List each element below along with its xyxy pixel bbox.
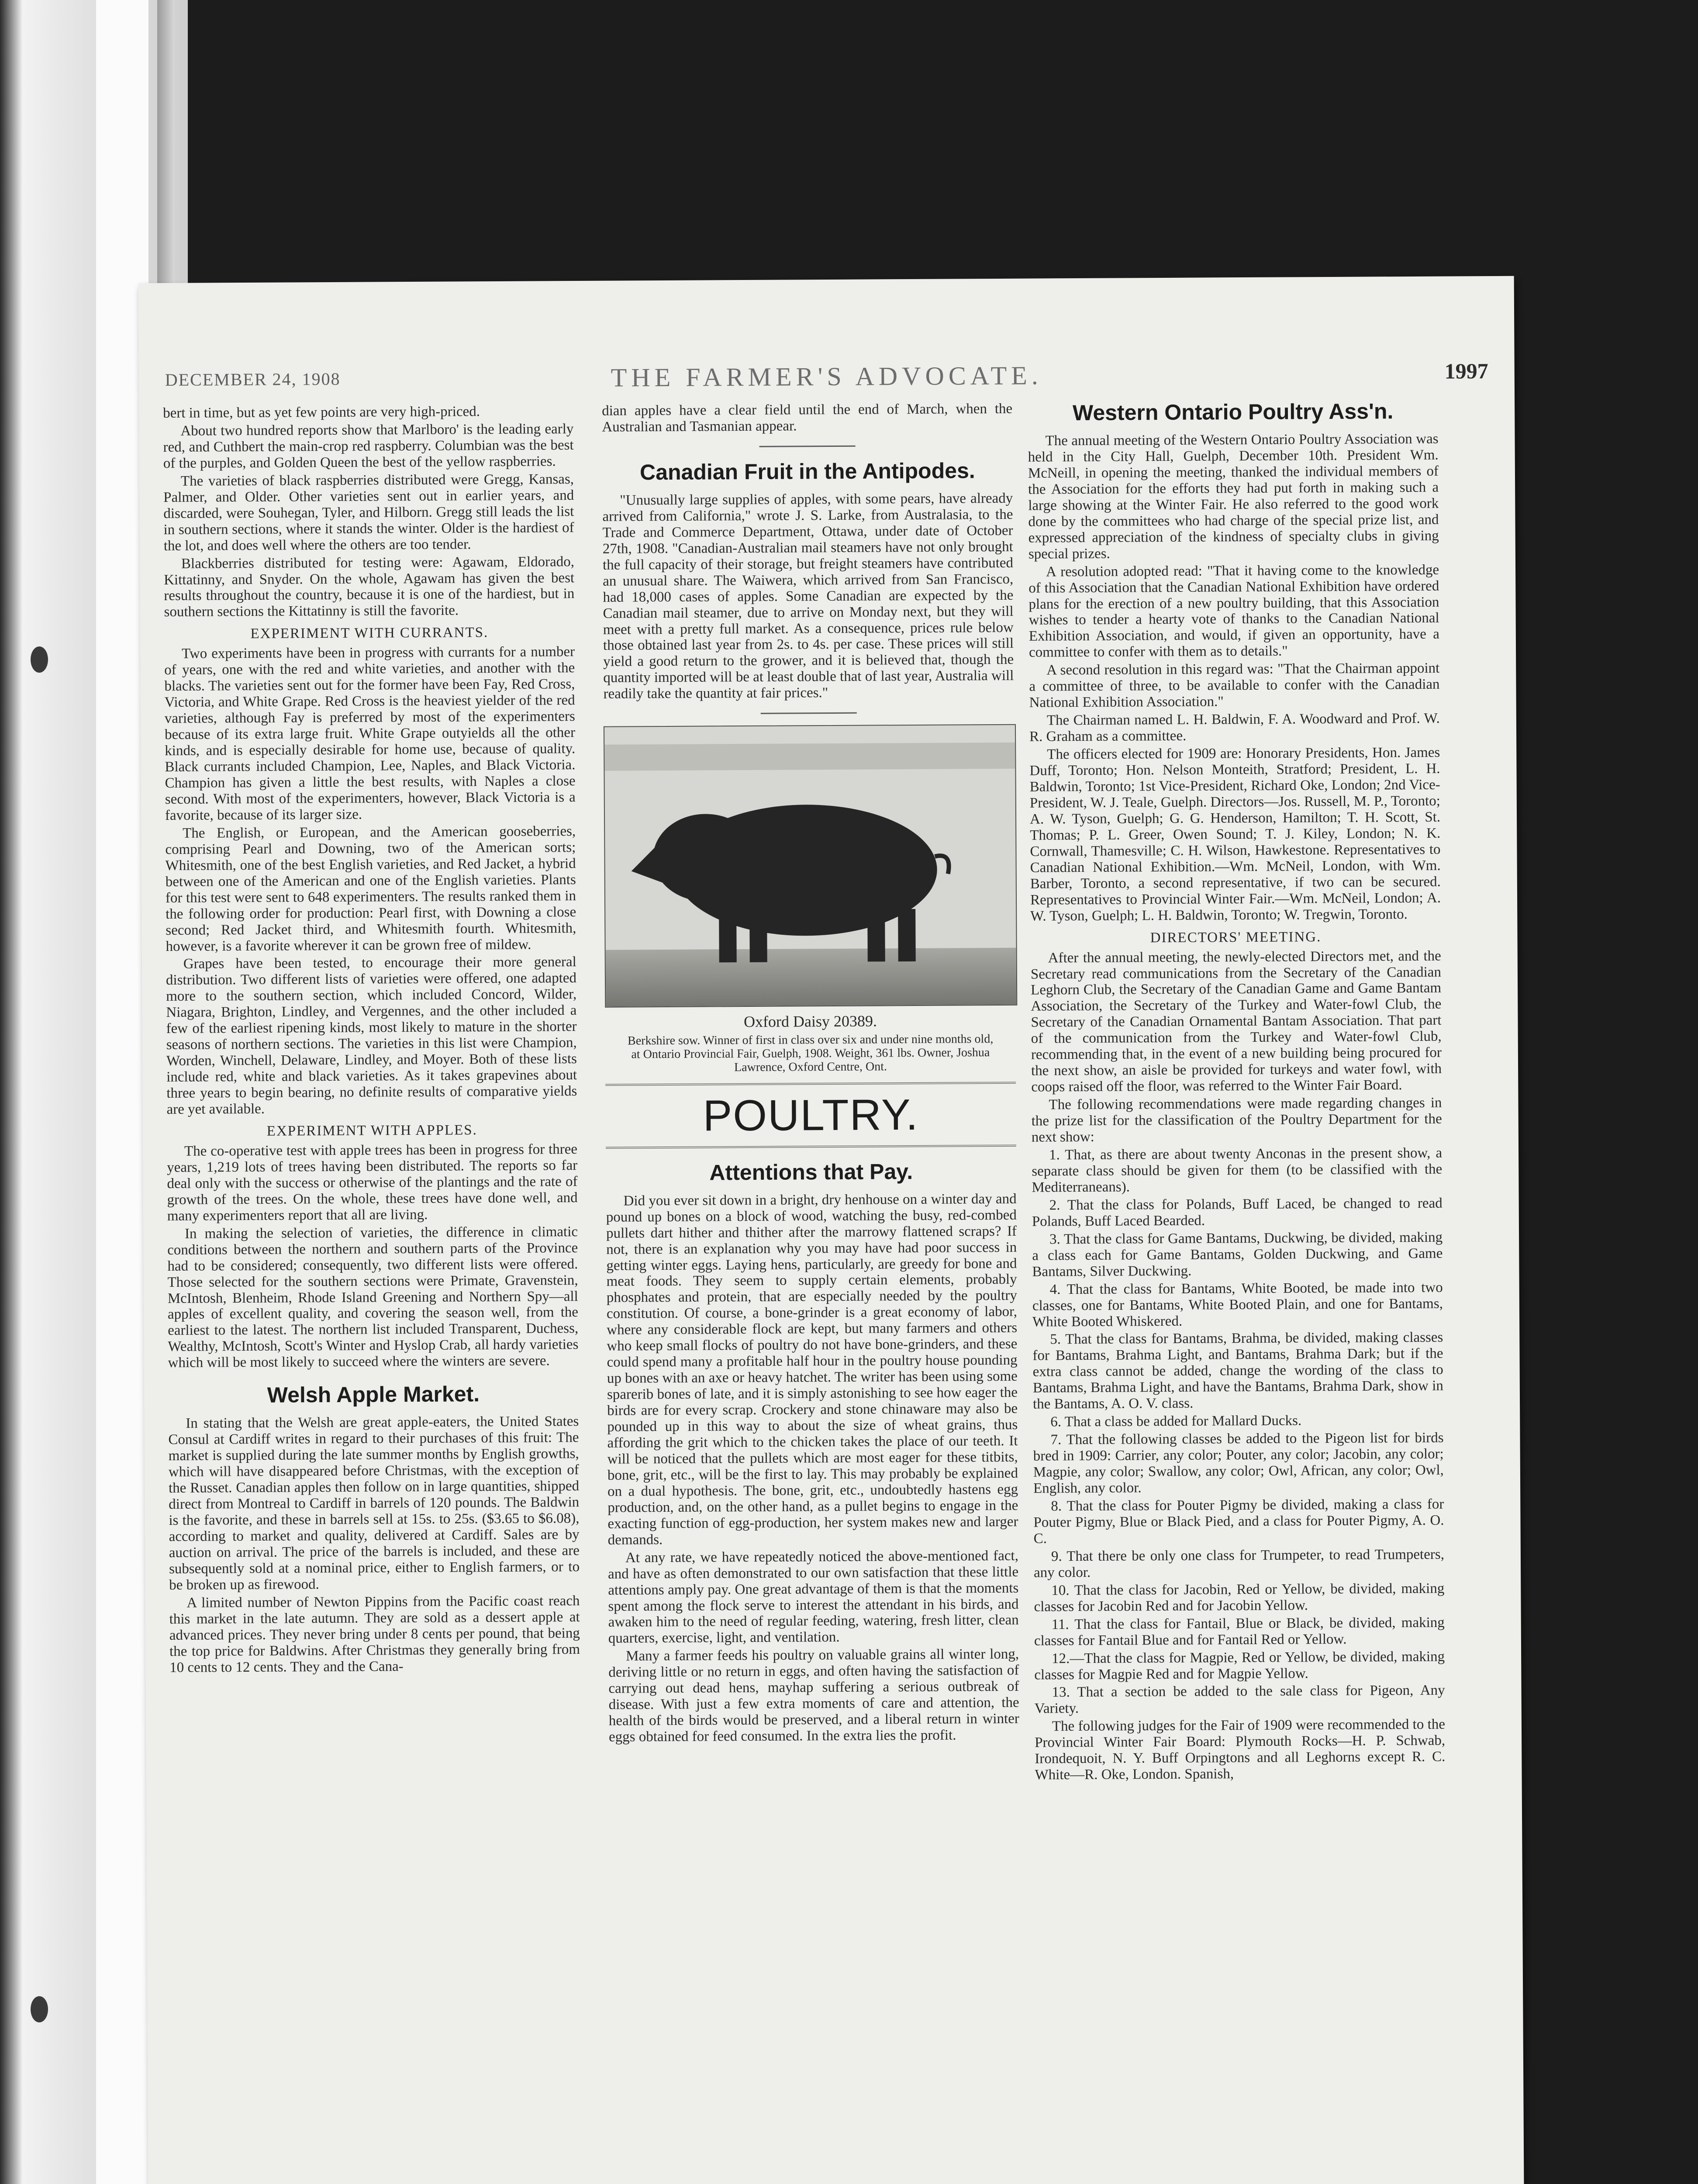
paragraph: A second resolution in this regard was: "That the Chairman appoint a committee of three, to be available to confer with the Canadian National Exhibition Association."	[1029, 660, 1440, 711]
page-number: 1997	[1444, 359, 1488, 384]
binding-hole	[31, 1996, 48, 2022]
article-title-antipodes: Canadian Fruit in the Antipodes.	[639, 458, 975, 485]
list-item: 10. That the class for Jacobin, Red or Yellow, be divided, making classes for Jacobin Red and for Jacobin Yellow.	[1034, 1580, 1445, 1615]
photo-caption: Berkshire sow. Winner of first in class over six and under nine months old, at Ontario Provincial Fair, Guelph, 1908. Weight, 361 lbs. Owner, Joshua Lawrence, Oxford Centre, Ont.	[628, 1032, 994, 1075]
divider	[759, 446, 856, 447]
list-item: 9. That there be only one class for Trumpeter, to read Trumpeters, any color.	[1034, 1546, 1444, 1581]
paragraph: Grapes have been tested, to encourage their more general distribution. Two different lists of varieties were offered, one adapted more to the southern section, which included Concord, Wilder, Niagara, Brighton, Lindley, and Vergennes, and the other included a few of the earliest ripening kinds, most likely to mature in the shorter seasons of northern sections. The varieties in this list were Champion, Worden, Winchell, Delaware, Lindley, and Moyer. Both of these lists include red, white and black varieties. As it takes grapevines about three years to begin bearing, no definite results of comparative yields are yet available.	[166, 954, 577, 1117]
paragraph: bert in time, but as yet few points are very high-priced.	[163, 404, 480, 421]
paragraph: dian apples have a clear field until the end of March, when the Australian and Tasmanian appear.	[602, 401, 1013, 435]
paragraph: The following judges for the Fair of 1909 were recommended to the Provincial Winter Fair Board: Plymouth Rocks—H. P. Schwab, Irondequoit, N. Y. Buff Orpingtons and all Leghorns except R. C. White—R. Oke, London. Spanish,	[1035, 1717, 1446, 1783]
paragraph: The annual meeting of the Western Ontario Poultry Association was held in the City Hall, Guelph, December 10th. President Wm. McNeill, in opening the meeting, thanked the individual members of the Association for the efforts they had put forth in making such a large showing at the Winter Fair. He also referred to the good work done by the committees who had charge of the special prize list, and expressed appreciation of the kindness of specialty clubs in giving special prizes.	[1028, 431, 1439, 562]
list-item: 13. That a section be added to the sale class for Pigeon, Any Variety.	[1034, 1683, 1445, 1717]
list-item: 3. That the class for Game Bantams, Duckwing, be divided, making a class each for Game Bantams, Golden Duckwing, and Game Bantams, Silver Duckwing.	[1032, 1229, 1443, 1280]
list-item: 1. That, as there are about twenty Anconas in the present show, a separate class should be given for them (to be classified with the Mediterraneans).	[1032, 1145, 1443, 1196]
subheading-directors: DIRECTORS' MEETING.	[1150, 929, 1322, 946]
pig-silhouette	[604, 725, 1016, 1007]
newspaper-page	[138, 276, 1526, 2184]
paragraph: The following recommendations were made regarding changes in the prize list for the classification of the Poultry Department for the next show:	[1031, 1095, 1442, 1145]
section-heading-poultry: POULTRY.	[605, 1082, 1016, 1148]
paragraph: In making the selection of varieties, the difference in climatic conditions between the northern and southern parts of the Province had to be considered; consequently, two different lists were offered. Those selected for the southern sections were Primate, Gravenstein, McIntosh, Blenheim, Rhode Island Greening and Northern Spy—all apples of excellent quality, and covering the season well, from the earliest to the latest. The northern list included Transparent, Duchess, Wealthy, McIntosh, Scott's Winter and Hyslop Crab, all hardy varieties which will be most likely to succeed where the winters are severe.	[167, 1223, 579, 1371]
paragraph: Two experiments have been in progress with currants for a number of years, one with the red and white varieties, and another with the blacks. The varieties sent out for the former have been Fay, Red Cross, Victoria, and White Grape. Red Cross is the heaviest yielder of the red varieties, although Fay is preferred by most of the experimenters because of its extra large fruit. White Grape outyields all the other kinds, and is especially desirable for home use, because of quality. Black currants included Champion, Lee, Naples, and Black Victoria. Champion has given a little the best results, with Naples a close second. With most of the experimenters, however, Black Victoria is a favorite, because of its larger size.	[164, 644, 576, 823]
list-item: 4. That the class for Bantams, White Booted, be made into two classes, one for Bantams, White Booted Plain, and one for Bantams, White Booted Whiskered.	[1032, 1279, 1443, 1330]
article-title-western-ontario: Western Ontario Poultry Ass'n.	[1072, 399, 1394, 425]
paragraph: After the annual meeting, the newly-elected Directors met, and the Secretary read communications from the Secretary of the Canadian Leghorn Club, the Secretary of the Canadian Game and Game Bantam Association, the Secretary of the Turkey and Water-fowl Club, the Secretary of the Canadian Ornamental Bantam Association. That part of the communication from the Turkey and Water-fowl Club, recommending that, in the event of a new building being procured for the next show, an aisle be provided for turkeys and water fowl, with coops raised off the floor, was referred to the Winter Fair Board.	[1030, 948, 1442, 1095]
paragraph: The English, or European, and the American gooseberries, comprising Pearl and Downing, two of the American sorts; Whitesmith, one of the best English varieties, and Red Jacket, a hybrid between one of the American and one of the English varieties. Plants for this test were sent to 648 experimenters. The results ranked them in the following order for production: Pearl first, with Downing a close second; Red Jacket third, and Whitesmith fourth. Whitesmith, however, is a favorite wherever it can be grown free of mildew.	[165, 823, 576, 954]
page-header	[165, 350, 1488, 392]
paragraph: A limited number of Newton Pippins from the Pacific coast reach this market in the late autumn. They are sold as a dessert apple at advanced prices. They never bring under 8 cents per pound, that being the top price for Baldwins. After Christmas they generally bring from 10 cents to 12 cents. They and the Cana-	[169, 1593, 580, 1676]
photo-title: Oxford Daisy 20389.	[743, 1012, 877, 1031]
paragraph: A resolution adopted read: "That it having come to the knowledge of this Association that the Canadian National Exhibition have ordered plans for the erection of a new poultry building, that this Association wishes to tender a hearty vote of thanks to the Canadian National Exhibition Association, and would, if given an opportunity, have a committee to confer with them as to details."	[1028, 562, 1439, 661]
paragraph: At any rate, we have repeatedly noticed the above-mentioned fact, and have as often demonstrated to our own satisfaction that these little attentions amply pay. One great advantage of them is that the moments spent among the flock serve to interest the attendant in his birds, and awaken him to the need of regular feeding, watering, fresh litter, clean quarters, exercise, light, and ventilation.	[608, 1548, 1019, 1647]
paragraph: The Chairman named L. H. Baldwin, F. A. Woodward and Prof. W. R. Graham as a committee.	[1029, 710, 1440, 745]
binding-hole	[31, 646, 48, 673]
paragraph: Many a farmer feeds his poultry on valuable grains all winter long, deriving little or no return in eggs, and often having the satisfaction of carrying out dead hens, mayhap suffering a serious outbreak of disease. With just a few extra moments of care and attention, the health of the birds would be preserved, and a liberal return in winter eggs obtained for feed consumed. In the extra lies the profit.	[608, 1646, 1019, 1745]
paragraph: In stating that the Welsh are great apple-eaters, the United States Consul at Cardiff writes in regard to their purchases of this fruit: The market is supplied during the late summer months by English growths, which will have disappeared before Christmas, with the exception of the Russet. Canadian apples then follow on in large quantities, shipped direct from Montreal to Cardiff in barrels of 120 pounds. The Baldwin is the favorite, and these in barrels sell at 15s. to 25s. ($3.65 to $6.08), according to market and quality, delivered at Cardiff. Sales are by auction on arrival. The price of the barrels is included, and these are subsequently sold at a nominal price, either to English farmers, or to be broken up as firewood.	[168, 1413, 580, 1593]
paragraph: The varieties of black raspberries distributed were Gregg, Kansas, Palmer, and Older. Other varieties sent out in earlier years, and discarded, were Souhegan, Tyler, and Hilborn. Gregg still leads the list in southern sections, where it stands the winter. Older is the hardiest of the lot, and does well where the others are too tender.	[163, 471, 574, 554]
paragraph: "Unusually large supplies of apples, with some pears, have already arrived from California," wrote J. S. Larke, from Australasia, to the Trade and Commerce Department, Ottawa, under date of October 27th, 1908. "Canadian-Australian mail steamers have not only brought the full capacity of their storage, but freight steamers have contributed an unusual share. The Waiwera, which arrived from San Francisco, had 18,000 cases of apples. Some Canadian are expected by the Canadian mail steamer, due to arrive on Monday next, but they will meet with a pretty full market. As a consequence, prices rule below those obtained last year from 2s. to 4s. per case. These prices will still yield a good return to the grower, and it is believed that, though the quantity imported will be at least double that of last year, Australia will readily take the quantity at fair prices."	[602, 490, 1014, 702]
masthead: THE FARMER'S ADVOCATE.	[611, 361, 1042, 392]
column-right	[1028, 399, 1446, 1785]
article-title-welsh: Welsh Apple Market.	[267, 1382, 480, 1408]
list-item: 11. That the class for Fantail, Blue or Black, be divided, making classes for Fantail Blue and for Fantail Red or Yellow.	[1034, 1614, 1445, 1649]
sow-photo	[604, 724, 1017, 1008]
list-item: 12.—That the class for Magpie, Red or Yellow, be divided, making classes for Magpie Red and for Magpie Yellow.	[1034, 1648, 1445, 1683]
list-item: 7. That the following classes be added to the Pigeon list for birds bred in 1909: Carrier, any color; Pouter, any color; Jacobin, any color; Magpie, any color; Swallow, any color; Owl, African, any color; Owl, English, any color.	[1033, 1430, 1444, 1496]
list-item: 2. That the class for Polands, Buff Laced, be changed to read Polands, Buff Laced Bearded.	[1032, 1195, 1443, 1230]
list-item: 8. That the class for Pouter Pigmy be divided, making a class for Pouter Pigmy, Blue or Black Pied, and a class for Pouter Pigmy, A. O. C.	[1033, 1496, 1444, 1547]
paragraph: The co-operative test with apple trees has been in progress for three years, 1,219 lots of trees having been distributed. The reports so far deal only with the success or otherwise of the plantings and the rate of growth of the trees. On the whole, these trees have done well, and many experimenters report that all are living.	[167, 1141, 578, 1224]
subheading-currants: EXPERIMENT WITH CURRANTS.	[250, 625, 489, 642]
subheading-apples: EXPERIMENT WITH APPLES.	[266, 1122, 477, 1139]
issue-date: DECEMBER 24, 1908	[165, 369, 341, 390]
paragraph: Did you ever sit down in a bright, dry henhouse on a winter day and pound up bones on a block of wood, watching the busy, red-combed pullets dart hither and thither after the marrowy flattened scraps? If not, there is an explanation why you may have had poor success in getting winter eggs. Laying hens, particularly, are greedy for bone and meat foods. They seem to supply certain elements, probably phosphates and protein, that are especially needed by the poultry constitution. Of course, a bone-grinder is a great economy of labor, where any considerable flock are kept, but many farmers and others who keep small flocks of poultry do not have bone-grinders, and these could spend many a profitable half hour in the poultry house pounding up bones with an axe or heavy hatchet. The writer has been using some sparerib bones of late, and it is simply astonishing to see how eager the birds are for every scrap. Crockery and stone chinaware may also be pounded up in this way to about the size of wheat grains, thus affording the grit which to the chicken takes the place of our teeth. It will be noticed that the pullets which are most eager for these titbits, bone, grit, etc., will be the first to lay. This may probably be explained on a dual hypothesis. The bone, grit, etc., undoubtedly hastens egg production, and, on the other hand, as a pullet begins to engage in the exacting function of egg-production, her system makes new and larger demands.	[606, 1191, 1018, 1548]
paragraph: About two hundred reports show that Marlboro' is the leading early red, and Cuthbert the main-crop red raspberry. Columbian was the best of the purples, and Golden Queen the best of the yellow raspberries.	[163, 421, 574, 471]
paragraph: The officers elected for 1909 are: Honorary Presidents, Hon. James Duff, Toronto; Hon. Nelson Monteith, Stratford; President, L. H. Baldwin, Toronto; 1st Vice-President, Richard Oke, London; 2nd Vice-President, W. J. Teale, Guelph. Directors—Jos. Russell, M. P., Toronto; A. W. Tyson, Guelph; G. G. Henderson, Hamilton; T. H. Scott, St. Thomas; P. L. Greer, Owen Sound; T. J. Kiley, London; N. K. Cornwall, Thamesville; C. H. Wilson, Hawkestone. Representatives to Canadian National Exhibition.—Wm. McNeil, London, with Wm. Barber, Toronto, a second representative, if two can be secured. Representatives to Provincial Winter Fair.—Wm. McNeil, London; A. W. Tyson, Guelph; L. H. Baldwin, Toronto; W. Tregwin, Toronto.	[1029, 744, 1441, 924]
column-middle	[602, 401, 1019, 1747]
column-left	[163, 403, 580, 1677]
divider	[761, 712, 857, 714]
paragraph: Blackberries distributed for testing were: Agawam, Eldorado, Kittatinny, and Snyder. On the whole, Agawam has given the best results throughout the country, because it is one of the hardiest, but in southern sections the Kittatinny is still the favorite.	[164, 553, 575, 620]
list-item: 6. That a class be added for Mallard Ducks.	[1050, 1413, 1302, 1430]
list-item: 5. That the class for Bantams, Brahma, be divided, making classes for Bantams, Brahma Light, and Bantams, Brahma Dark; but if the extra class cannot be added, change the wording of the class to Bantams, Brahma Light, and have the Bantams, Brahma Dark, show in the Bantams, A. O. V. class.	[1032, 1330, 1443, 1412]
article-title-attentions: Attentions that Pay.	[709, 1159, 913, 1185]
